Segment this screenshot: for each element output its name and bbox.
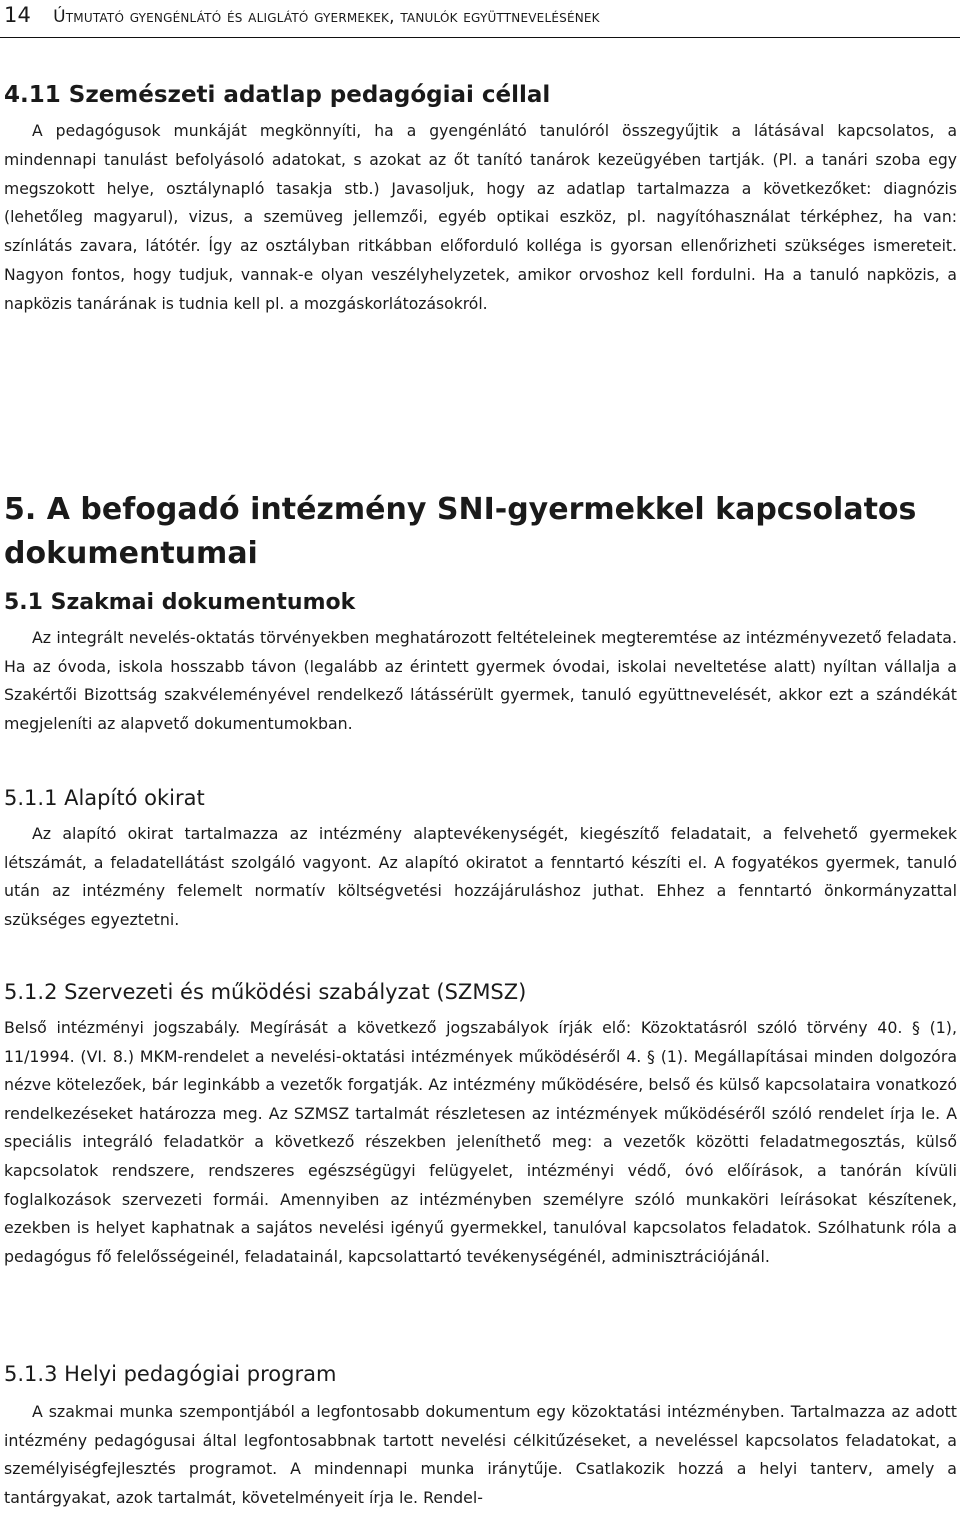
section-5-1-2-body [4, 1014, 957, 1271]
section-5-1-body [4, 624, 957, 738]
running-title: Útmutató gyengénlátó és aliglátó gyermekek, tanulók együttnevelésének [53, 7, 600, 27]
section-heading-4-11: 4.11 Szemészeti adatlap pedagógiai céllal [4, 82, 551, 108]
section-4-11-body [4, 117, 957, 319]
paragraph: A pedagógusok munkáját megkönnyíti, ha a gyengénlátó tanulóról összegyűjtik a látásával kapcsolatos, a mindennapi tanulást befolyásoló adatokat, s azokat az őt tanító tanárok kezeügyében tartják. (Pl. a tanári szoba egy megszokott helye, osztálynapló tasakja stb.) Javasoljuk, hogy az adatlap tartalmazza a következőket: diagnózis (lehetőleg magyarul), vizus, a szemüveg jellemzői, egyéb optikai eszköz, pl. nagyítóhasználat térképhez, ha van: színlátás zavara, látótér. Így az osztályban ritkábban előforduló kolléga is gyorsan ellenőrizheti szükséges ismereteit. Nagyon fontos, hogy tudjuk, vannak-e olyan veszélyhelyzetek, amikor orvoshoz kell fordulni. Ha a tanuló napközis, a napközis tanárának is tudnia kell pl. a mozgáskorlátozásokról. [4, 122, 957, 313]
section-heading-5-1-2: 5.1.2 Szervezeti és működési szabályzat (SZMSZ) [4, 980, 527, 1004]
section-5-1-1-body [4, 820, 957, 934]
paragraph: Belső intézményi jogszabály. Megírását a következő jogszabályok írják elő: Közoktatásról szóló törvény 40. § (1), 11/1994. (VI. 8.) MKM-rendelet a nevelési-oktatási intézmények működéséről 4. § (1). Megállapításai minden dolgozóra nézve kötelezőek, bár leginkább a vezetők forgatják. Az intézmény működésére, belső és külső kapcsolataira vonatkozó rendelkezéseket határozza meg. Az SZMSZ tartalmát részletesen az intézmények működéséről szóló rendelet írja le. A speciális integráló feladatkör a következő részekben jeleníthető meg: a vezetők közötti feladatmegosztás, külső kapcsolatok rendszere, rendszeres egészségügyi felügyelet, intézményi védő, óvó előírások, a tanórán kívüli foglalkozások szervezeti formái. Amennyiben az intézményben személyre szóló munkaköri leírásokat készítenek, ezekben is helyet kaphatnak a sajátos nevelési igényű gyermekkel, tanulóval kapcsolatos feladatok. Szólhatunk róla a pedagógus fő felelősségeinél, feladatainál, kapcsolattartó tevékenységénél, adminisztrációjánál. [4, 1018, 957, 1266]
paragraph: Az integrált nevelés-oktatás törvényekben meghatározott feltételeinek megteremtése az intézményvezető feladata. Ha az óvoda, iskola hosszabb távon (legalább az érintett gyermek óvodai, iskolai neveltetése alatt) nyíltan vállalja a Szakértői Bizottság szakvéleményével rendelkező látássérült gyermek, tanuló együttnevelését, akkor ezt a szándékát megjeleníti az alapvető dokumentumokban. [4, 628, 957, 733]
section-heading-5-1-3: 5.1.3 Helyi pedagógiai program [4, 1362, 337, 1386]
header-rule [0, 37, 960, 38]
section-heading-5-1: 5.1 Szakmai dokumentumok [4, 590, 356, 615]
paragraph: Az alapító okirat tartalmazza az intézmény alaptevékenységét, kiegészítő feladatait, a felvehető gyermekek létszámát, a feladatellátást szolgáló vagyont. Az alapító okiratot a fenntartó készíti el. A fogyatékos gyermek, tanuló után az intézmény felemelt normatív költségvetési hozzájáruláshoz juthat. Ehhez a fenntartó önkormányzattal szükséges egyeztetni. [4, 824, 957, 929]
chapter-heading-5: 5. A befogadó intézmény SNI-gyermekkel kapcsolatos dokumentumai [4, 492, 917, 571]
section-5-1-3-body [4, 1398, 957, 1512]
section-heading-5-1-1: 5.1.1 Alapító okirat [4, 786, 205, 810]
running-header [4, 2, 954, 30]
paragraph: A szakmai munka szempontjából a legfontosabb dokumentum egy közoktatási intézményben. Tartalmazza az adott intézmény pedagógusai által legfontosabbnak tartott nevelési célkitűzéseket, a neveléssel kapcsolatos feladatokat, a személyiségfejlesztés programot. A mindennapi munka iránytűje. Csatlakozik hozzá a helyi tanterv, amely a tantárgyakat, azok tartalmát, követelményeit írja le. Rendel- [4, 1402, 957, 1507]
page-number: 14 [4, 3, 32, 27]
